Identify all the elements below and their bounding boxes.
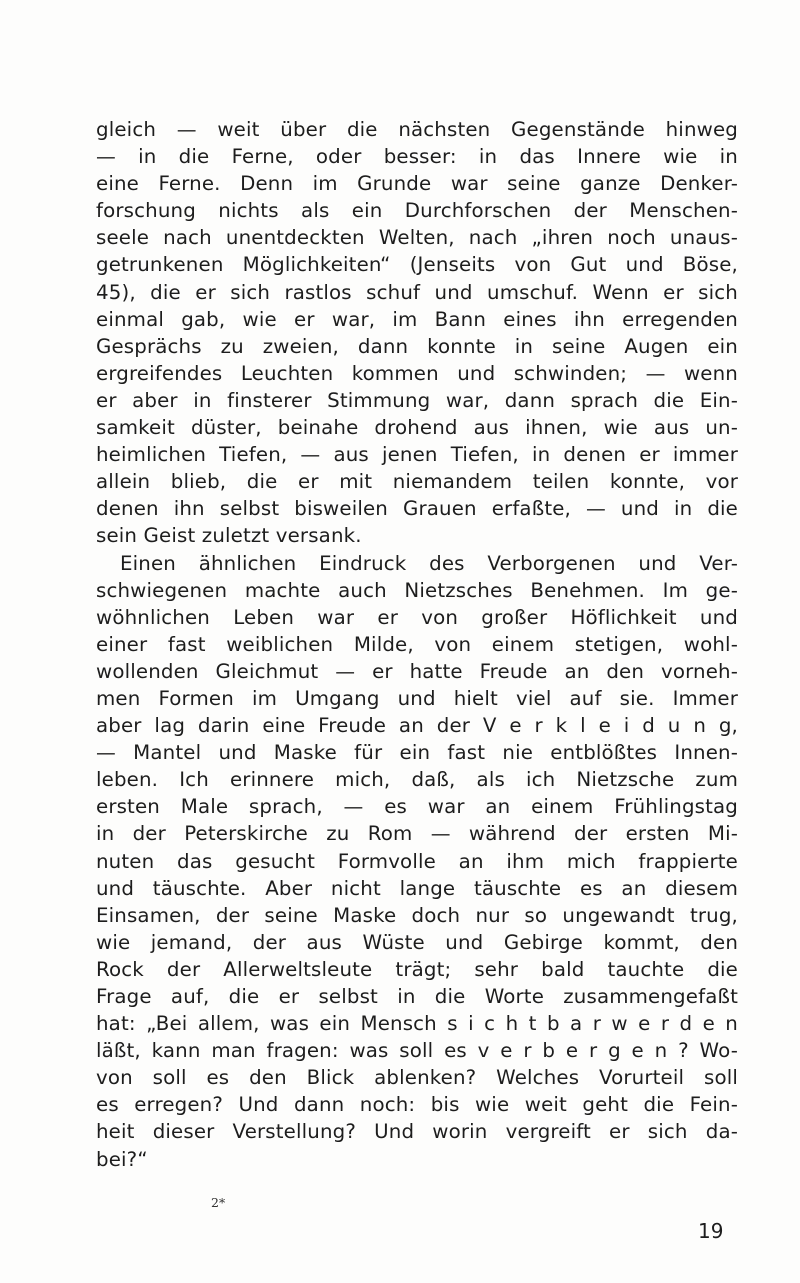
signature-mark: 2* <box>211 1195 226 1210</box>
text-line: in der Peterskirche zu Rom — während der ersten Mi- <box>96 822 738 846</box>
text-line: allein blieb, die er mit niemandem teilen konnte, vor <box>96 470 738 494</box>
text-line: wie jemand, der aus Wüste und Gebirge kommt, den <box>96 930 738 954</box>
page-number: 19 <box>698 1219 724 1243</box>
text-line: getrunkenen Möglichkeiten“ (Jenseits von Gut und Böse, <box>96 253 738 277</box>
text-line: 45), die er sich rastlos schuf und umschuf. Wenn er sich <box>96 280 738 304</box>
text-line: eine Ferne. Denn im Grunde war seine ganze Denker- <box>96 172 738 196</box>
text-line: es erregen? Und dann noch: bis wie weit geht die Fein- <box>96 1093 738 1117</box>
text-line: — Mantel und Maske für ein fast nie entblößtes Innen- <box>96 741 738 765</box>
text-line: einmal gab, wie er war, im Bann eines ihn erregenden <box>96 307 738 331</box>
text-line: von soll es den Blick ablenken? Welches Vorurteil soll <box>96 1066 738 1090</box>
paragraph-end-line: sein Geist zuletzt versank. <box>96 524 362 548</box>
text-line: Gesprächs zu zweien, dann konnte in seine Augen ein <box>96 334 738 358</box>
text-line: er aber in finsterer Stimmung war, dann sprach die Ein- <box>96 388 738 412</box>
text-line: hat: „Bei allem, was ein Mensch s i c h t b a r w e r d e n <box>96 1012 738 1036</box>
text-line: ersten Male sprach, — es war an einem Frühlingstag <box>96 795 738 819</box>
text-line: Einsamen, der seine Maske doch nur so ungewandt trug, <box>96 903 738 927</box>
text-line: wöhnlichen Leben war er von großer Höflichkeit und <box>96 605 738 629</box>
text-line: samkeit düster, beinahe drohend aus ihnen, wie aus un- <box>96 416 738 440</box>
text-line: men Formen im Umgang und hielt viel auf sie. Immer <box>96 686 738 710</box>
text-line: — in die Ferne, oder besser: in das Innere wie in <box>96 145 738 169</box>
text-line: leben. Ich erinnere mich, daß, als ich Nietzsche zum <box>96 768 738 792</box>
text-line: seele nach unentdeckten Welten, nach „ihren noch unaus- <box>96 226 738 250</box>
text-line: Frage auf, die er selbst in die Worte zusammengefaßt <box>96 985 738 1008</box>
text-line: heit dieser Verstellung? Und worin vergreift er sich da- <box>96 1120 738 1144</box>
text-line: Rock der Allerweltsleute trägt; sehr bald tauchte die <box>96 957 738 981</box>
text-line: schwiegenen machte auch Nietzsches Benehmen. Im ge- <box>96 578 738 602</box>
text-line: läßt, kann man fragen: was soll es v e r b e r g e n ? Wo- <box>96 1039 738 1063</box>
text-line: nuten das gesucht Formvolle an ihm mich frappierte <box>96 849 738 873</box>
paragraph-end-line: bei?“ <box>96 1147 148 1171</box>
text-line: ergreifendes Leuchten kommen und schwinden; — wenn <box>96 361 738 385</box>
text-line: heimlichen Tiefen, — aus jenen Tiefen, in denen er immer <box>96 443 738 467</box>
text-line: forschung nichts als ein Durchforschen der Menschen- <box>96 199 738 223</box>
text-line: denen ihn selbst bisweilen Grauen erfaßte, — und in die <box>96 497 738 521</box>
paragraph-start-line: Einen ähnlichen Eindruck des Verborgenen und Ver- <box>120 551 738 575</box>
text-line: einer fast weiblichen Milde, von einem stetigen, wohl- <box>96 632 738 656</box>
text-line: und täuschte. Aber nicht lange täuschte es an diesem <box>96 876 738 900</box>
text-line: wollenden Gleichmut — er hatte Freude an den vorneh- <box>96 659 738 683</box>
body-text <box>96 116 738 1173</box>
text-line: aber lag darin eine Freude an der V e r k l e i d u n g, <box>96 714 738 738</box>
text-line: gleich — weit über die nächsten Gegenstände hinweg <box>96 118 738 141</box>
